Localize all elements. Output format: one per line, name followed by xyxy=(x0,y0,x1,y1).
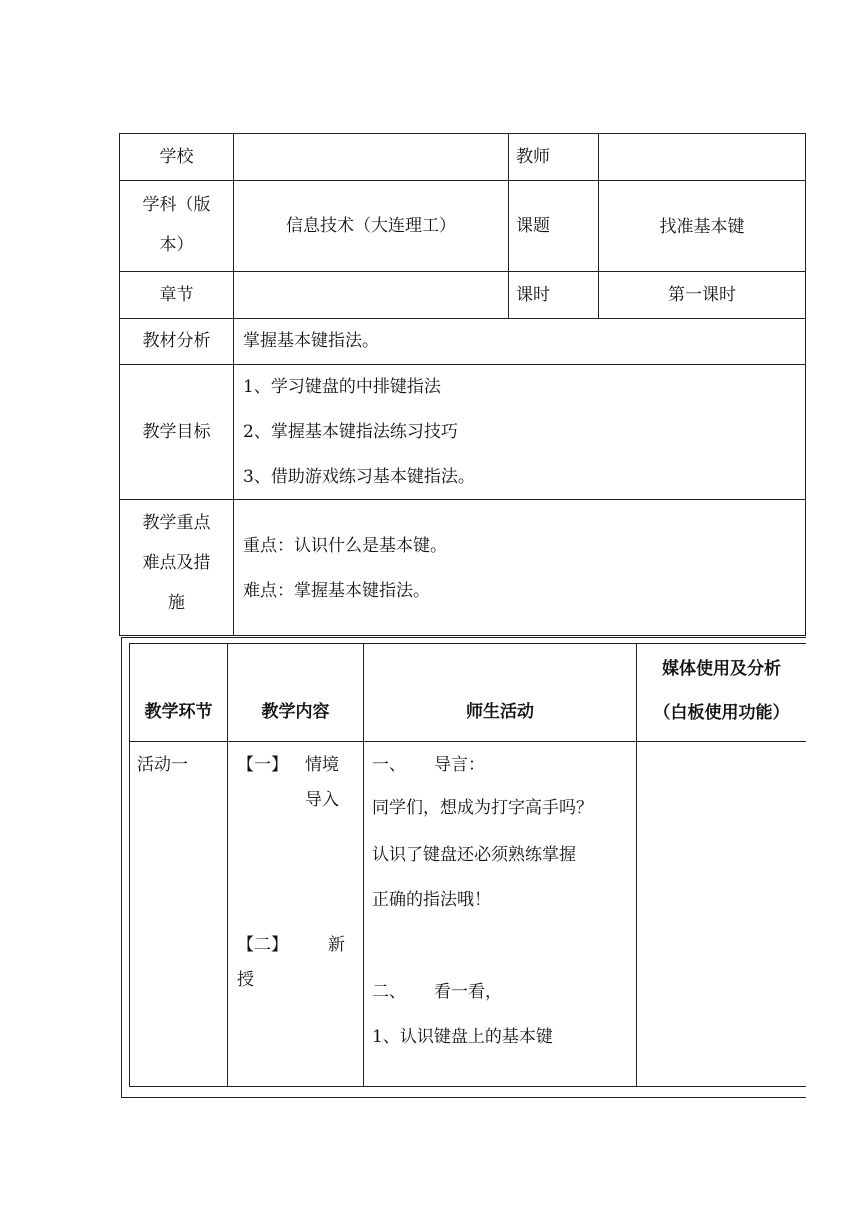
table-border xyxy=(119,635,806,636)
table-border xyxy=(121,637,806,638)
header-activity: 师生活动 xyxy=(466,701,534,722)
header-media-line: （白板使用功能） xyxy=(653,703,790,723)
table-border xyxy=(129,1086,806,1087)
table-border xyxy=(121,637,122,1098)
key-label-line: 难点及措 xyxy=(142,553,211,573)
table-border xyxy=(129,643,806,644)
content-item1-bracket: 【一】 xyxy=(237,755,288,775)
header-stage: 教学环节 xyxy=(144,701,213,722)
analysis-label: 教材分析 xyxy=(142,331,211,351)
teacher-value xyxy=(599,134,805,180)
activity-line: 同学们，想成为打字高手吗？ xyxy=(372,798,593,818)
content-item2-bracket: 【二】 xyxy=(237,935,288,955)
header-media xyxy=(637,647,806,735)
subject-value: 信息技术（大连理工） xyxy=(286,215,456,236)
goal-item: 3、借助游戏练习基本键指法。 xyxy=(243,467,475,487)
period-value: 第一课时 xyxy=(668,284,736,305)
key-point-item: 重点：认识什么是基本键。 xyxy=(243,536,447,556)
content-item2-title: 新 xyxy=(328,935,345,955)
activity-look-title: 看一看， xyxy=(434,982,502,1002)
key-points-label xyxy=(120,503,233,623)
key-label-line: 教学重点 xyxy=(142,513,211,533)
table-border xyxy=(805,133,806,636)
goals-label: 教学目标 xyxy=(142,421,211,442)
school-value xyxy=(234,134,508,180)
header-content: 教学内容 xyxy=(261,701,330,722)
chapter-value xyxy=(234,272,508,318)
content-item2-title-cont: 授 xyxy=(237,970,254,990)
key-label-line: 施 xyxy=(168,593,185,613)
activity-line: 认识了键盘还必须熟练掌握 xyxy=(372,845,576,865)
teacher-label: 教师 xyxy=(516,146,550,167)
table-border xyxy=(121,1097,806,1098)
key-point-item: 难点：掌握基本键指法。 xyxy=(243,581,430,601)
stage-value: 活动一 xyxy=(137,755,188,775)
content-item1-title-cont: 导入 xyxy=(305,790,339,810)
subject-label-line: 学科（版 xyxy=(142,195,211,215)
period-label: 课时 xyxy=(516,284,550,305)
header-media-line: 媒体使用及分析 xyxy=(662,659,781,679)
chapter-label: 章节 xyxy=(159,284,194,305)
activity-look-item: 1、认识键盘上的基本键 xyxy=(372,1027,553,1047)
topic-value: 找准基本键 xyxy=(659,216,745,237)
activity-intro-num: 一、 xyxy=(372,755,406,775)
subject-label xyxy=(120,185,233,265)
goal-item: 2、掌握基本键指法练习技巧 xyxy=(243,422,458,442)
activity-intro-title: 导言： xyxy=(434,755,485,775)
content-item1-title: 情境 xyxy=(305,755,339,775)
table-border xyxy=(508,133,509,319)
activity-line: 正确的指法哦！ xyxy=(372,890,491,910)
analysis-value: 掌握基本键指法。 xyxy=(243,331,379,351)
school-label: 学校 xyxy=(159,146,194,167)
subject-label-line: 本） xyxy=(159,235,194,255)
table-border xyxy=(129,741,806,742)
activity-look-num: 二、 xyxy=(372,982,406,1002)
topic-label: 课题 xyxy=(516,215,550,236)
goal-item: 1、学习键盘的中排键指法 xyxy=(243,377,441,397)
table-border xyxy=(119,499,806,500)
